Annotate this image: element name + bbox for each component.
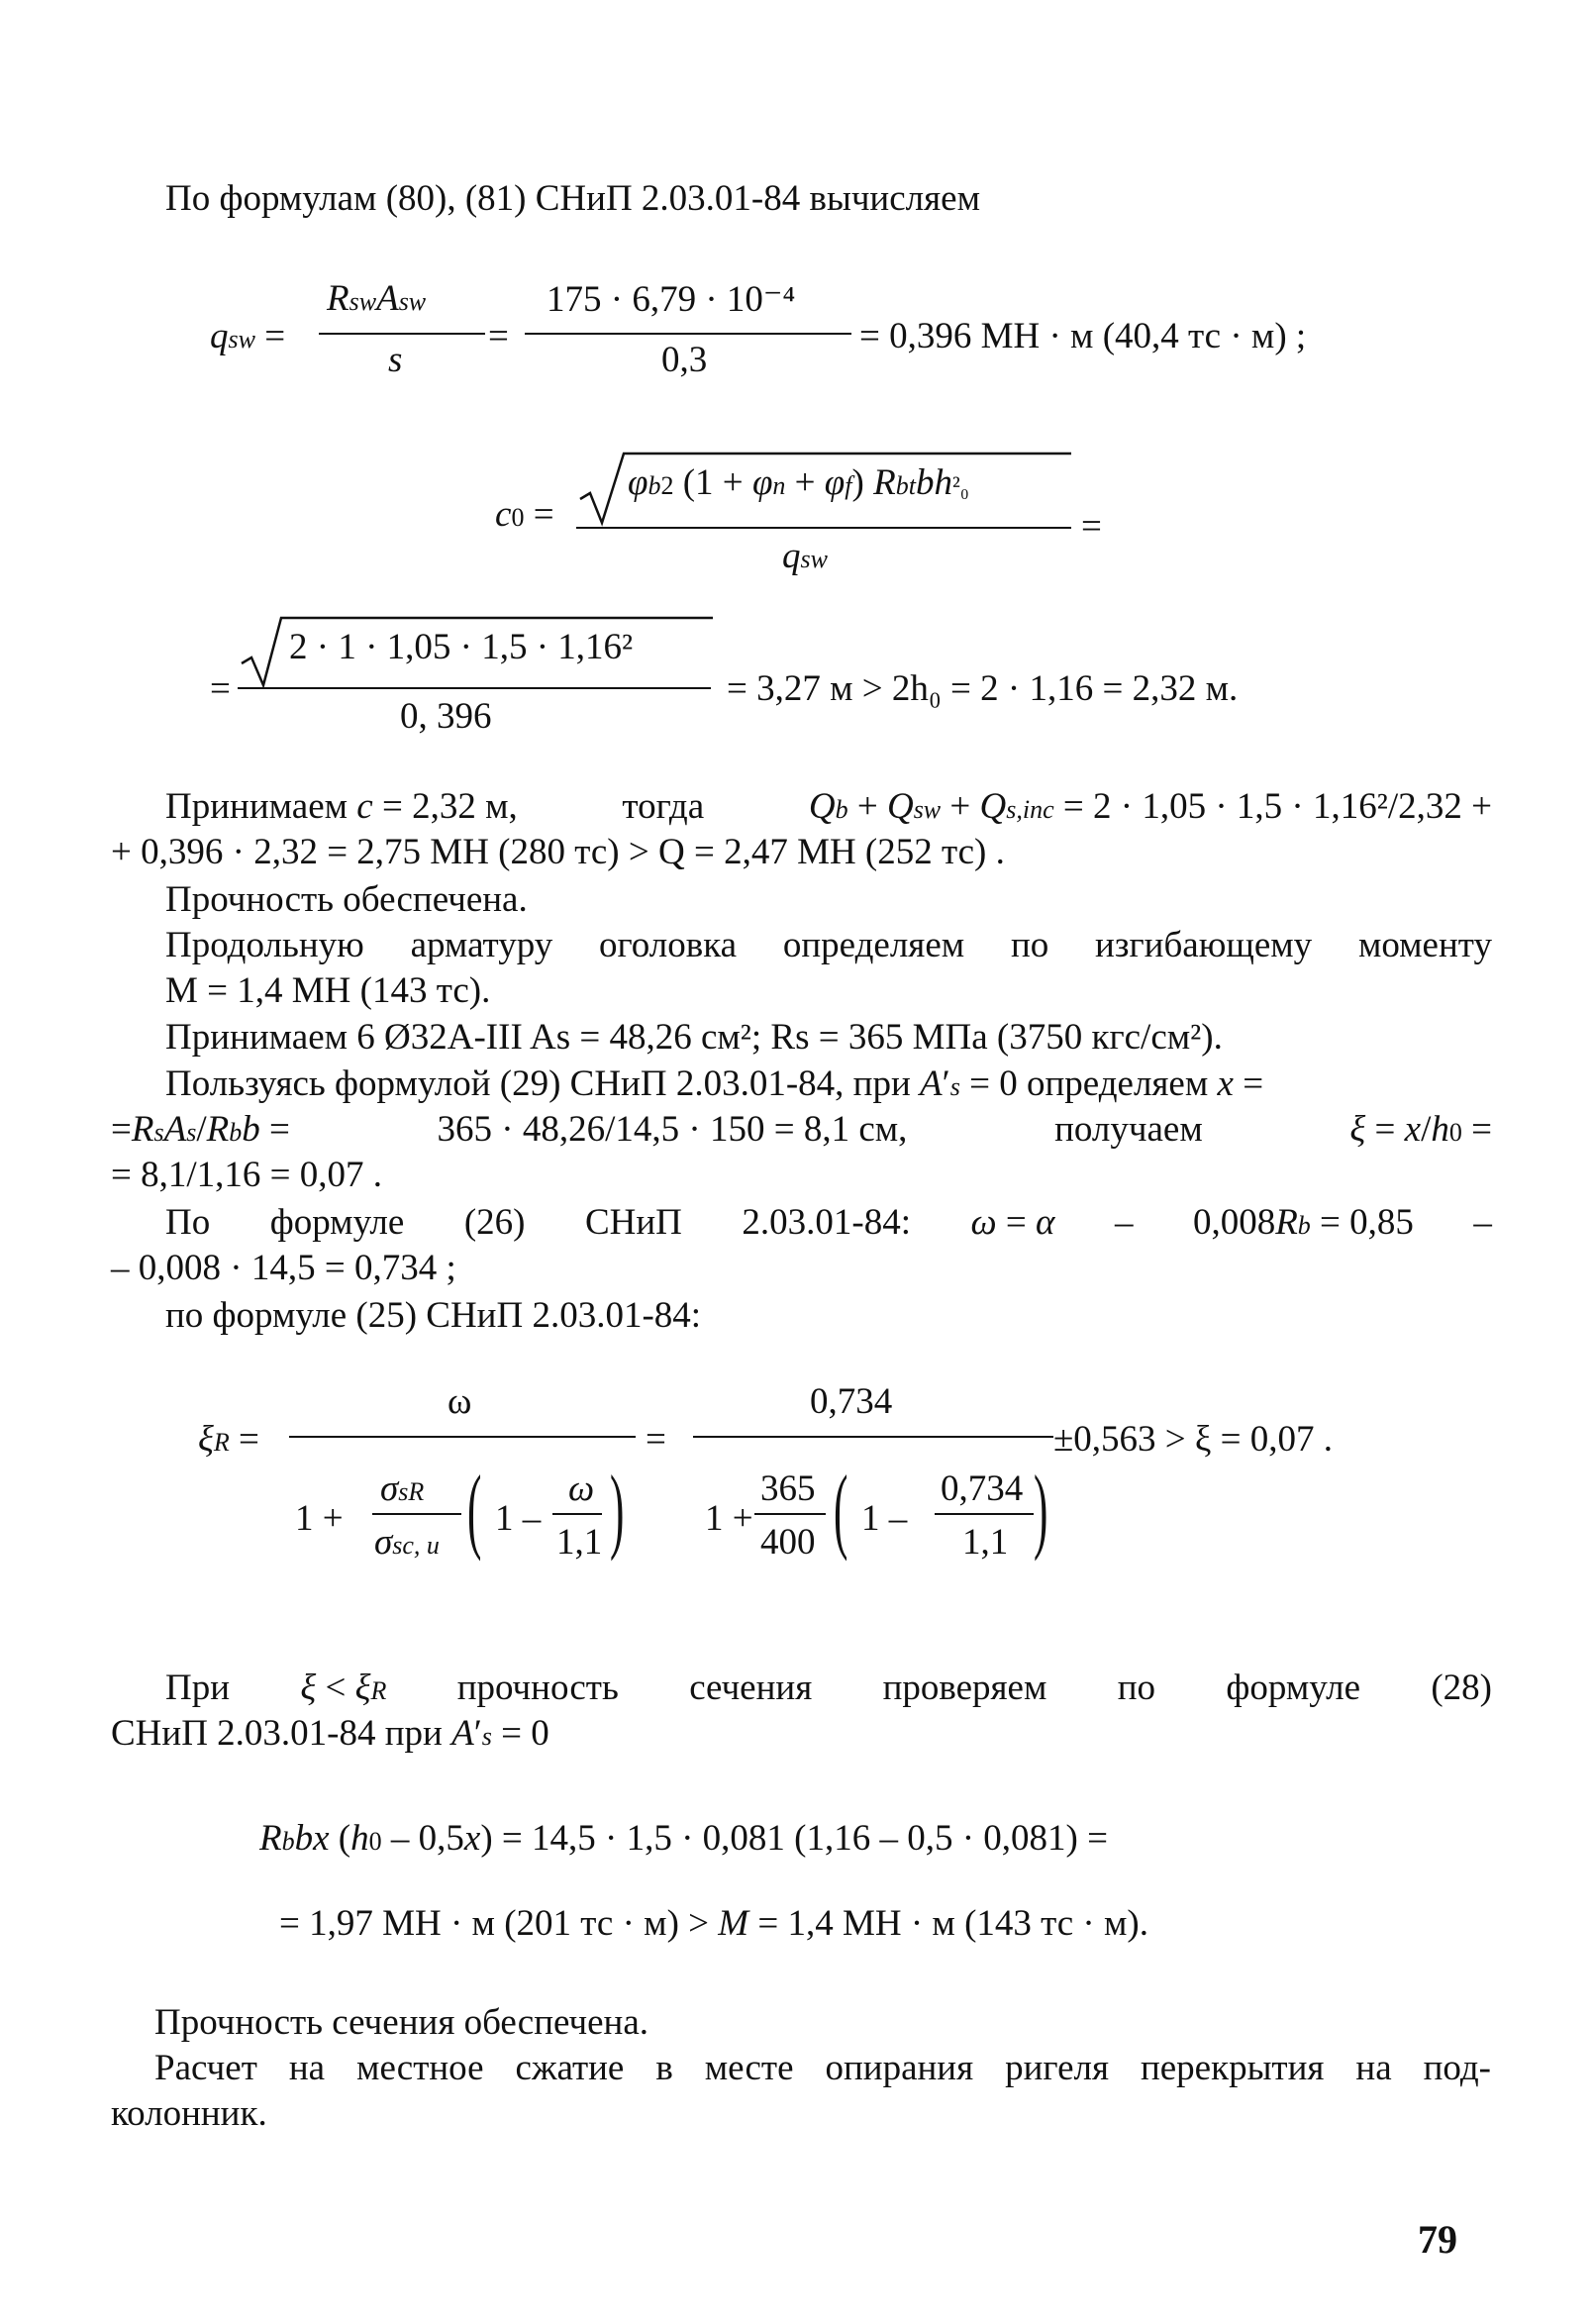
eq-c0v-eq-sign: = <box>210 668 231 709</box>
eq-xi-den2-365: 365 <box>760 1468 816 1509</box>
eq-xi-den1-11: 1,1 <box>556 1522 603 1563</box>
eq-xi-den1-one-minus: 1 – <box>495 1498 542 1539</box>
eq-qsw-frac2-den: 0,3 <box>661 340 708 380</box>
eq-xi-den1-inner-bar <box>372 1513 461 1515</box>
eq-xi-bar2 <box>693 1436 1053 1438</box>
eq-c0v-denominator: 0, 396 <box>400 696 492 737</box>
eq-xi-den2-one: 1 + <box>705 1498 753 1539</box>
eq-xi-den1-omega-bar <box>552 1513 602 1515</box>
eq-qsw-eq-sign: = <box>488 316 509 356</box>
eq-qsw-frac1-bar <box>319 333 485 335</box>
para8-line1: При ξ < ξR прочность сечения проверяем по формуле (28) <box>165 1667 1492 1708</box>
eq-xi-den1-omega: ω <box>568 1468 595 1509</box>
eq-rb-line1: Rbbx (h0 – 0,5x) = 14,5 · 1,5 · 0,081 (1,16 – 0,5 · 0,081) = <box>259 1818 1108 1859</box>
eq-c0-tail: = <box>1081 506 1102 547</box>
eq-c0-lhs: c0 = <box>495 494 554 535</box>
eq-c0v-bar <box>238 687 711 689</box>
paren-left: ( <box>834 1456 848 1562</box>
eq-xi-lhs: ξR = <box>198 1419 259 1460</box>
para4: Принимаем 6 Ø32А-III As = 48,26 см²; Rs = 365 МПа (3750 кгс/см²). <box>165 1017 1223 1058</box>
intro-line: По формулам (80), (81) СНиП 2.03.01-84 вычисляем <box>165 178 980 219</box>
eq-qsw-result: = 0,396 МН · м (40,4 тс · м) ; <box>859 316 1307 356</box>
eq-xi-num2: 0,734 <box>810 1381 893 1422</box>
eq-c0-numerator: φb2 (1 + φn + φf) Rbtbh²₀ <box>628 462 969 503</box>
para2: Прочность обеспечена. <box>165 879 528 920</box>
para3-line1: Продольную арматуру оголовка определяем по изгибающему моменту <box>165 925 1492 965</box>
para3-line2: M = 1,4 МН (143 тс). <box>165 970 491 1011</box>
eq-xi-bar1 <box>289 1436 636 1438</box>
eq-xi-den2-frac-bar <box>935 1513 1034 1515</box>
para5-line3: = 8,1/1,16 = 0,07 . <box>111 1155 383 1195</box>
eq-c0v-result: = 3,27 м > 2h₀ = 2 · 1,16 = 2,32 м. <box>727 668 1239 709</box>
para10-line2: колонник. <box>111 2093 267 2134</box>
para7: по формуле (25) СНиП 2.03.01-84: <box>165 1295 702 1336</box>
para6-line2: – 0,008 · 14,5 = 0,734 ; <box>111 1248 456 1288</box>
eq-c0v-numerator: 2 · 1 · 1,05 · 1,5 · 1,16² <box>289 627 634 667</box>
eq-qsw-lhs: qsw = <box>210 316 286 356</box>
eq-qsw-frac1-num: RswAsw <box>327 278 427 319</box>
eq-xi-den1-one: 1 + <box>295 1498 344 1539</box>
para1-line2: + 0,396 · 2,32 = 2,75 МН (280 тс) > Q = 2,47 МН (252 тс) . <box>111 832 1005 872</box>
paren-right: ) <box>1034 1456 1048 1562</box>
eq-xi-den1-sigma-top: σsR <box>380 1468 425 1509</box>
eq-rb-line2: = 1,97 МН · м (201 тс · м) > M = 1,4 МН · м (143 тс · м). <box>279 1903 1148 1944</box>
para8-line2: СНиП 2.03.01-84 при A′s = 0 <box>111 1713 549 1754</box>
para5-line1: Пользуясь формулой (29) СНиП 2.03.01-84, при A′s = 0 определяем x = <box>165 1063 1264 1104</box>
eq-xi-result: ±0,563 > ξ = 0,07 . <box>1053 1419 1334 1460</box>
paren-right: ) <box>610 1456 625 1562</box>
para10-line1: Расчет на местное сжатие в месте опирания ригеля перекрытия на под- <box>154 2048 1491 2088</box>
eq-c0-bar <box>576 527 1071 529</box>
eq-c0-denominator: qsw <box>782 536 828 576</box>
eq-xi-den2-one-minus: 1 – <box>861 1498 908 1539</box>
eq-xi-num1: ω <box>448 1381 472 1422</box>
para5-line2: =RsAs/Rbb = 365 · 48,26/14,5 · 150 = 8,1 см, получаем ξ = x/h0 = <box>111 1109 1492 1150</box>
eq-xi-den2-11: 1,1 <box>962 1522 1009 1563</box>
para1-line1: Принимаем c = 2,32 м, тогда Qb + Qsw + Qs,inc = 2 · 1,05 · 1,5 · 1,16²/2,32 + <box>165 786 1492 827</box>
para9: Прочность сечения обеспечена. <box>154 2002 648 2043</box>
eq-xi-den1-sigma-bottom: σsc, u <box>374 1522 440 1563</box>
eq-xi-eq-sign: = <box>646 1419 666 1460</box>
para6-line1: По формуле (26) СНиП 2.03.01-84: ω = α – 0,008Rb = 0,85 – <box>165 1202 1492 1243</box>
eq-xi-den2-400: 400 <box>760 1522 816 1563</box>
eq-qsw-frac1-den: s <box>388 340 403 380</box>
eq-qsw-frac2-num: 175 · 6,79 · 10⁻⁴ <box>547 279 796 320</box>
eq-xi-den2-inner-bar <box>754 1513 826 1515</box>
eq-qsw-frac2-bar <box>525 333 851 335</box>
page-number: 79 <box>1418 2217 1457 2262</box>
eq-xi-den2-0734: 0,734 <box>941 1468 1024 1509</box>
paren-left: ( <box>467 1456 482 1562</box>
